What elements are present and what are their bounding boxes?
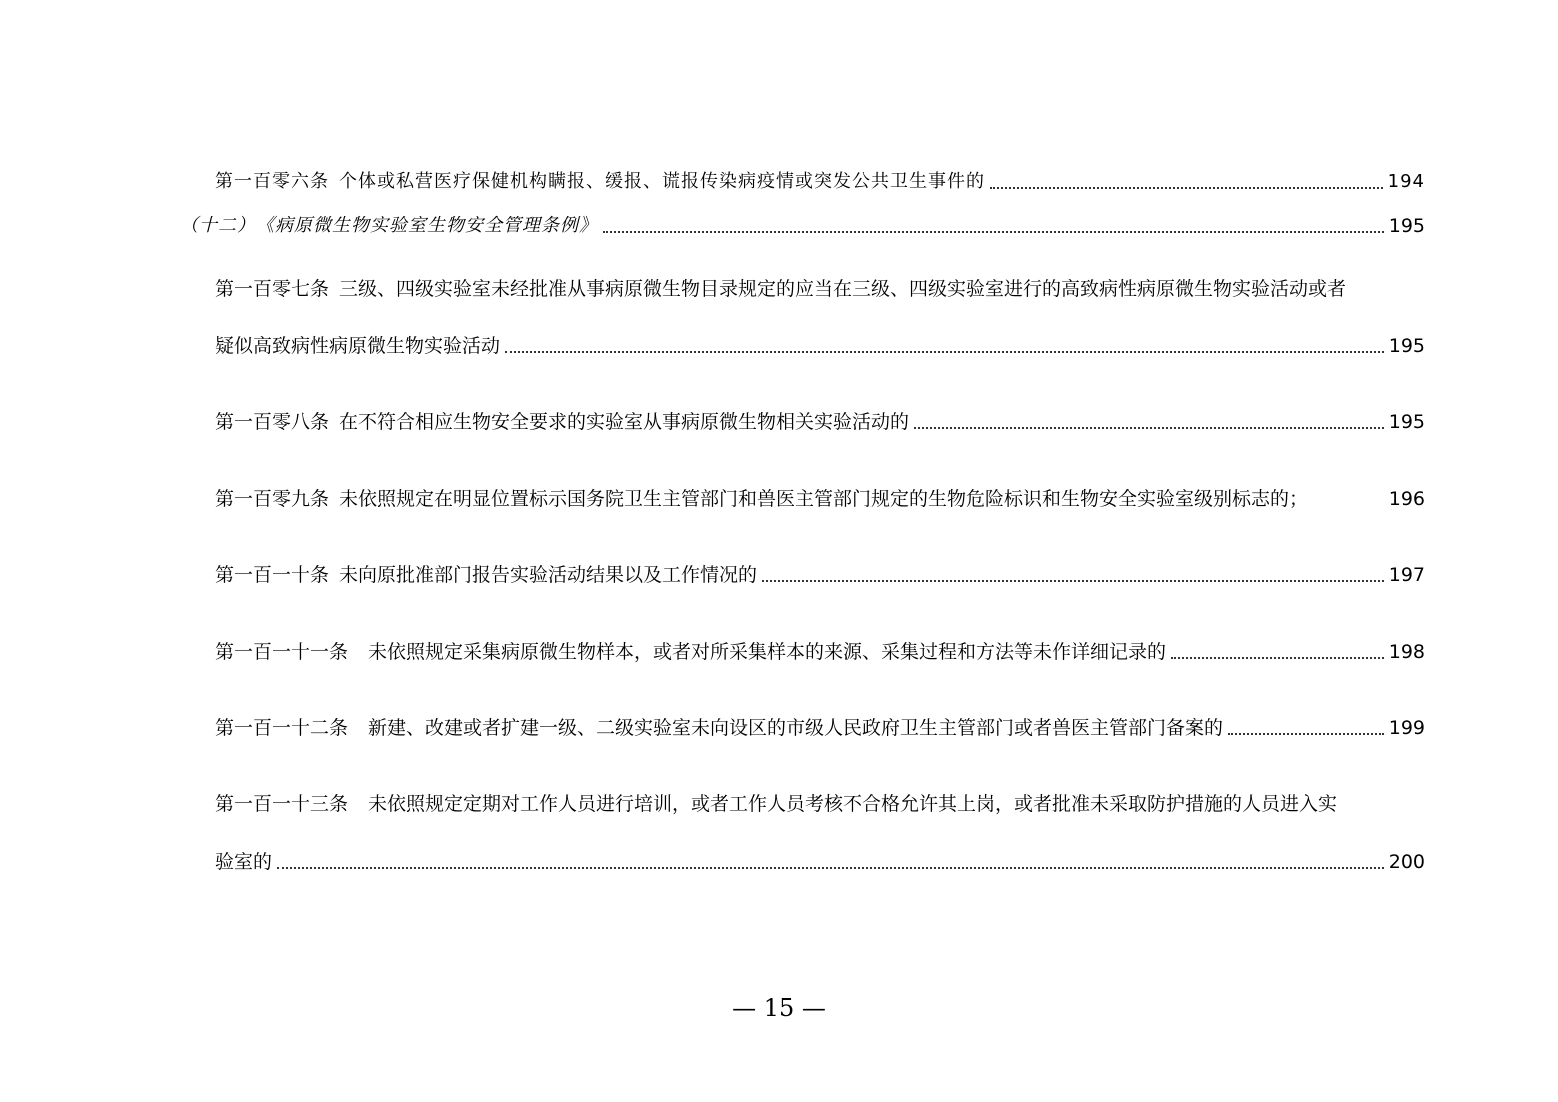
toc-entry-page: 195	[1388, 335, 1425, 357]
toc-section-number: （十二）	[180, 215, 256, 236]
page-number-footer: — 15 —	[732, 994, 826, 1022]
toc-entry-page: 200	[1388, 851, 1425, 873]
dot-leader	[990, 187, 1383, 189]
toc-section-heading[interactable]	[180, 211, 1425, 241]
toc-entry-page: 198	[1388, 641, 1425, 663]
toc-entry-title-line2: 验室的	[215, 851, 273, 873]
toc-entry-title-line1: 未依照规定定期对工作人员进行培训，或者工作人员考核不合格允许其上岗，或者批准未采取防护措施的人员进入实	[368, 793, 1338, 815]
toc-entry[interactable]	[215, 167, 1425, 197]
toc-entry-label: 第一百一十三条	[215, 793, 349, 815]
toc-entry-title: 未依照规定采集病原微生物样本，或者对所采集样本的来源、采集过程和方法等未作详细记录的	[368, 641, 1167, 663]
toc-entry-page: 195	[1388, 215, 1425, 237]
toc-entry-label: 第一百零七条	[215, 278, 330, 300]
toc-entry-label: 第一百零九条	[215, 488, 330, 510]
toc-entry-title: 未向原批准部门报告实验活动结果以及工作情况的	[339, 564, 758, 586]
toc-entry-page: 194	[1387, 171, 1425, 192]
toc-entry-title: 新建、改建或者扩建一级、二级实验室未向设区的市级人民政府卫生主管部门或者兽医主管部门备案的	[368, 717, 1224, 739]
toc-entry[interactable]	[215, 789, 1425, 819]
dot-leader	[505, 351, 1384, 353]
toc-entry-title: 未依照规定在明显位置标示国务院卫生主管部门和兽医主管部门规定的生物危险标识和生物安全实验室级别标志的；	[339, 488, 1309, 510]
toc-entry-page: 197	[1388, 564, 1425, 586]
toc-entry-continuation[interactable]	[215, 847, 1425, 877]
toc-section-title: 《病原微生物实验室生物安全管理条例》	[256, 215, 598, 236]
toc-entry[interactable]	[215, 274, 1425, 304]
toc-entry-page: 199	[1388, 717, 1425, 739]
dot-leader	[1171, 657, 1384, 659]
toc-entry-label: 第一百一十二条	[215, 717, 349, 739]
toc-entry-label: 第一百零六条	[215, 171, 329, 192]
toc-entry[interactable]	[215, 484, 1425, 514]
dot-leader	[1228, 733, 1384, 735]
dot-leader	[603, 231, 1384, 233]
toc-entry-label: 第一百一十条	[215, 564, 330, 586]
dot-leader	[277, 867, 1384, 869]
toc-entry-title: 在不符合相应生物安全要求的实验室从事病原微生物相关实验活动的	[339, 411, 910, 433]
toc-entry[interactable]	[215, 407, 1425, 437]
toc-entry-label: 第一百零八条	[215, 411, 330, 433]
toc-entry-page: 195	[1388, 411, 1425, 433]
dot-leader	[762, 580, 1384, 582]
toc-entry-title-line2: 疑似高致病性病原微生物实验活动	[215, 335, 501, 357]
toc-entry[interactable]	[215, 637, 1425, 667]
toc-entry[interactable]	[215, 713, 1425, 743]
dot-leader	[914, 427, 1384, 429]
toc-entry[interactable]	[215, 560, 1425, 590]
toc-entry-page: 196	[1388, 488, 1425, 510]
toc-entry-continuation[interactable]	[215, 331, 1425, 361]
toc-entry-title: 个体或私营医疗保健机构瞒报、缓报、谎报传染病疫情或突发公共卫生事件的	[339, 171, 985, 192]
toc-entry-title-line1: 三级、四级实验室未经批准从事病原微生物目录规定的应当在三级、四级实验室进行的高致病性病原微生物实验活动或者	[339, 278, 1347, 300]
toc-entry-label: 第一百一十一条	[215, 641, 349, 663]
